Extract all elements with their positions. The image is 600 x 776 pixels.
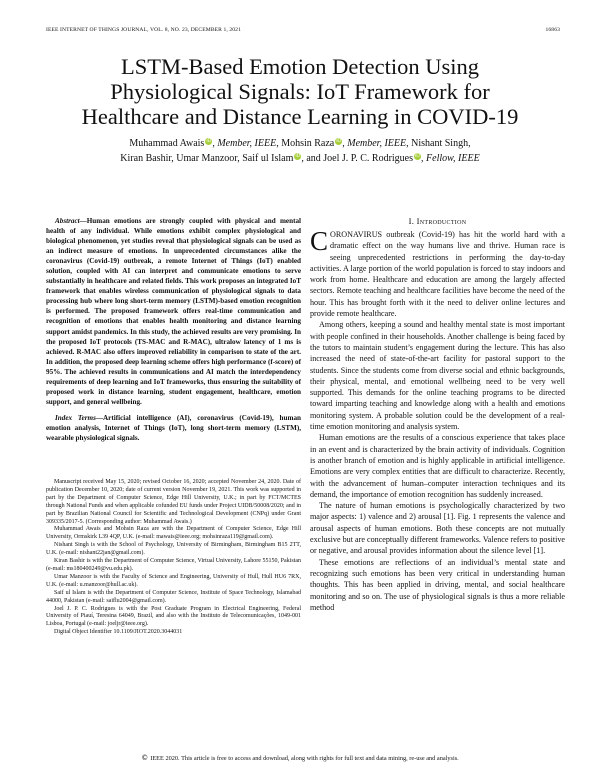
left-column bbox=[46, 216, 301, 637]
right-column bbox=[310, 216, 565, 613]
introduction-paragraph: Human emotions are the results of a conscious experience that takes place in an event and is characterized by the brain activity of individuals. Cognition is another branch of emotion and is highly applicable in artificial intelligence. Emotions are very complex entities that are difficult to characterize. Recently, with the advancement of human–computer interaction techniques and its demand, the importance of emotion recognition has suddenly increased. bbox=[310, 433, 565, 499]
author-rodrigues-role: , Fellow, IEEE bbox=[421, 152, 480, 164]
orcid-icon[interactable]: iD bbox=[206, 138, 212, 144]
author-awais: Muhammad Awais bbox=[129, 138, 205, 149]
introduction-paragraph: The nature of human emotions is psychologically characterized by two major aspects: 1) valence and 2) arousal [1]. Fig. 1 represents the valence and arousal aspects of human emotions. Both these concepts are not mutually exclusive but are conceptually different frameworks. Valence refers to positive or negative, and arousal provides information about the silence level [1]. bbox=[310, 501, 565, 556]
footnote-affiliation: Umar Manzoor is with the Faculty of Science and Engineering, University of Hull, Hull HU6 7RX, U.K. (e-mail: u.manzoor@hull.ac.uk). bbox=[46, 573, 301, 588]
abstract bbox=[46, 216, 301, 407]
author-bashir-manzoor-islam: Kiran Bashir, Umar Manzoor, Saif ul Islam bbox=[120, 152, 294, 164]
paper-title bbox=[0, 54, 600, 129]
footnote-doi: Digital Object Identifier 10.1109/JIOT.2020.3044031 bbox=[54, 629, 183, 636]
paragraph-text: outbreak (Covid-19) has hit the world hard with a dramatic effect on the way humans live and thrive. Human race is seeing unprecedented restrictions in performing the day-to-day activities. A large portion of the world population is forced to stay indoors and work from home. Healthcare and education are among the largely affected sectors. Remote teaching and healthcare facilities have become the need of the hour. This has brought forth with it the need to deliver online lectures and provide remote healthcare. bbox=[310, 230, 565, 319]
author-singh: , Nishant Singh, bbox=[406, 138, 471, 149]
journal-info: IEEE INTERNET OF THINGS JOURNAL, VOL. 8, NO. 23, DECEMBER 1, 2021 bbox=[46, 27, 241, 33]
footnote-manuscript: Manuscript received May 15, 2020; revised October 16, 2020; accepted November 24, 2020. Date of publication December 10, 2020; date of current version November 19, 2021. This work was supported in part by the Department of Computer Science, Edge Hill University, U.K.; in part by FCT/MCTES through National Funds and when applicable cofunded EU funds under Project UIDB/50008/2020; and in part by Brazilian National Council for Scientific and Technological Development (CNPq) under Grant 309335/2017-5. (Corresponding author: Muhammad Awais.) bbox=[46, 479, 301, 525]
author-raza: , Mohsin Raza bbox=[276, 138, 335, 149]
footnote-affiliation: Joel J. P. C. Rodrigues is with the Post Graduate Program in Electrical Engineering, Federal University of Piauí, Teresina 64049, Brazil, and also with the Instituto de Telecomunicações, 1049-001 Lisboa, Portugal (e-mail: joeljr@ieee.org). bbox=[46, 605, 301, 628]
author-awais-role: , Member, IEEE bbox=[212, 138, 277, 149]
footnote-affiliation: Saif ul Islam is with the Department of Computer Science, Institute of Space Technology, Islamabad 44000, Pakistan (e-mail: saiflu2004@gmail.com). bbox=[46, 589, 301, 604]
title-line-1: LSTM-Based Emotion Detection Using bbox=[120, 54, 480, 79]
index-terms bbox=[46, 413, 301, 443]
abstract-text: Human emotions are strongly coupled with physical and mental health of any individual. While emotions exhibit complex physiological and biological phenomenon, yet studies reveal that physiological signals can be used as an indirect measure of emotions. In unprecedented circumstances alike the coronavirus (Covid-19) outbreak, a remote Internet of Things (IoT) enabled solution, coupled with AI can interpret and communicate emotions to serve substantially in healthcare and related fields. This work proposes an integrated IoT framework that enables wireless communication of physiological signals to data processing hub where long short-term memory (LSTM)-based emotion recognition is performed. The proposed framework offers real-time communication and recognition of emotions that enables health monitoring and distance learning support amidst pandemics. In this study, the achieved results are very promising. In the proposed IoT protocols (TS-MAC and R-MAC), ultralow latency of 1 ms is achieved. R-MAC also offers improved reliability in comparison to state of the art. In addition, the proposed deep learning scheme offers high performance (f-score) of 95%. The achieved results in communications and AI match the interdependency requirements of deep learning and IoT frameworks, thus ensuring the suitability of proposed work in distance learning, student engagement, healthcare, emotion support, and general wellbeing. bbox=[46, 217, 301, 406]
copyright-text: IEEE 2020. This article is free to access and download, along with rights for full text and data mining, re-use and analysis. bbox=[150, 755, 459, 762]
introduction-paragraph: Among others, keeping a sound and healthy mental state is most important with people confined in their households. Another challenge is being faced by the tutors to maintain student’s engagement during the lecture. This has also increased the need of state-of-the-art facility for pastoral support to the students. Since the students come from diverse social and ethnic backgrounds, their physical, mental, and emotional wellbeing need to be very well supported. This demands for the online teaching programs to be directed toward imparting teaching and knowledge along with a health and emotions monitoring system. A probable solution could be the development of a real-time emotion monitoring and analysis system. bbox=[310, 320, 565, 432]
orcid-icon[interactable]: iD bbox=[415, 152, 420, 159]
orcid-icon[interactable]: iD bbox=[336, 138, 342, 144]
footnote-affiliation: Muhammad Awais and Mohsin Raza are with the Department of Computer Science, Edge Hill University, Ormskirk L39 4QP, U.K. (e-mail: mawais@ieee.org; mohsinraza119@gmail.com). bbox=[46, 526, 301, 541]
author-list bbox=[0, 137, 600, 166]
introduction-paragraph: These emotions are reflections of an individual’s mental state and recognizing such emotions has been very critical in understanding human thoughts. This has been applied in driving, mental, and social healthcare monitoring and so on. The use of physiological signals is thus a more reliable method bbox=[310, 557, 565, 612]
section-heading-introduction: I. Introduction bbox=[408, 216, 467, 226]
author-line-1 bbox=[0, 137, 600, 152]
running-header bbox=[46, 27, 560, 33]
abstract-label: Abstract— bbox=[55, 217, 87, 225]
introduction-body bbox=[310, 226, 565, 613]
title-line-3: Healthcare and Distance Learning in COVID-19 bbox=[81, 104, 519, 129]
author-raza-role: , Member, IEEE bbox=[342, 138, 407, 149]
copyright-footer bbox=[0, 754, 600, 762]
author-rodrigues: , and Joel J. P. C. Rodrigues bbox=[301, 152, 414, 164]
footnote-affiliation: Nishant Singh is with the School of Psychology, University of Birmingham, Birmingham B15 2TT, U.K. (e-mail: nishant22jan@gmail.com). bbox=[46, 542, 301, 557]
page-number: 16863 bbox=[545, 27, 560, 33]
footnotes bbox=[46, 479, 301, 637]
copyright-icon: © bbox=[141, 754, 149, 762]
author-line-2 bbox=[0, 152, 600, 167]
first-word: ORONAVIRUS bbox=[330, 230, 383, 239]
footnote-affiliation: Kiran Bashir is with the Department of Computer Science, Virtual University, Lahore 55150, Pakistan (e-mail: ms180400249@vu.edu.pk). bbox=[46, 558, 301, 572]
drop-cap: C bbox=[310, 226, 329, 256]
index-terms-label: Index Terms— bbox=[55, 413, 104, 422]
orcid-icon[interactable]: iD bbox=[295, 152, 301, 159]
title-line-2: Physiological Signals: IoT Framework for bbox=[110, 79, 490, 104]
index-terms-text: Artificial intelligence (AI), coronavirus (Covid-19), human emotion analysis, Internet of Things (IoT), long short-term memory (LSTM), wearable physiological signals. bbox=[46, 413, 301, 442]
introduction-paragraph bbox=[310, 226, 565, 319]
